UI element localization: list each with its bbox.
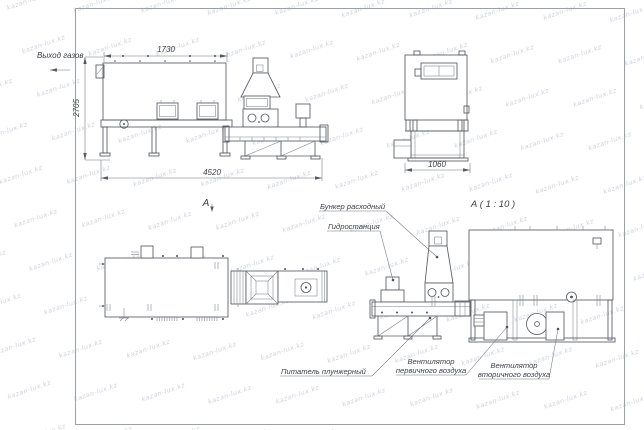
hatch-box-2	[197, 100, 218, 119]
callout-hopper-label: Бункер расходный	[320, 202, 386, 211]
furnace-body-detail	[469, 226, 613, 306]
dim-1730-value: 1730	[157, 45, 175, 54]
drive-box-plan	[278, 268, 327, 302]
dim-1060-value: 1060	[428, 160, 446, 169]
dim-4520-value: 4520	[203, 168, 221, 177]
hatch-box-1	[157, 100, 178, 119]
gas-outlet-label: Выход газов	[37, 51, 84, 60]
gas-opening-end	[415, 63, 457, 79]
callout-fan-primary-line1: Вентилятор	[407, 357, 455, 366]
callout-fan-primary-line2: первичного воздуха	[395, 366, 467, 375]
detail-view-title: А ( 1 : 10 )	[470, 199, 516, 210]
furnace-body-front	[96, 60, 226, 128]
dim-2705-value: 2705	[72, 99, 81, 117]
side-box-end	[394, 140, 411, 158]
hopper-plan	[246, 271, 278, 304]
callout-hydraulic-label: Гидростанция	[328, 222, 380, 231]
view-marker-label: А	[202, 198, 210, 209]
callout-fan-secondary-line2: вторичного воздуха	[477, 370, 551, 379]
callout-fan-secondary-line1: Вентилятор	[490, 361, 538, 370]
inspection-port	[567, 292, 577, 302]
callout-feeder-label: Питатель плунжерный	[281, 367, 366, 376]
feeder-assembly-plan	[231, 268, 327, 307]
